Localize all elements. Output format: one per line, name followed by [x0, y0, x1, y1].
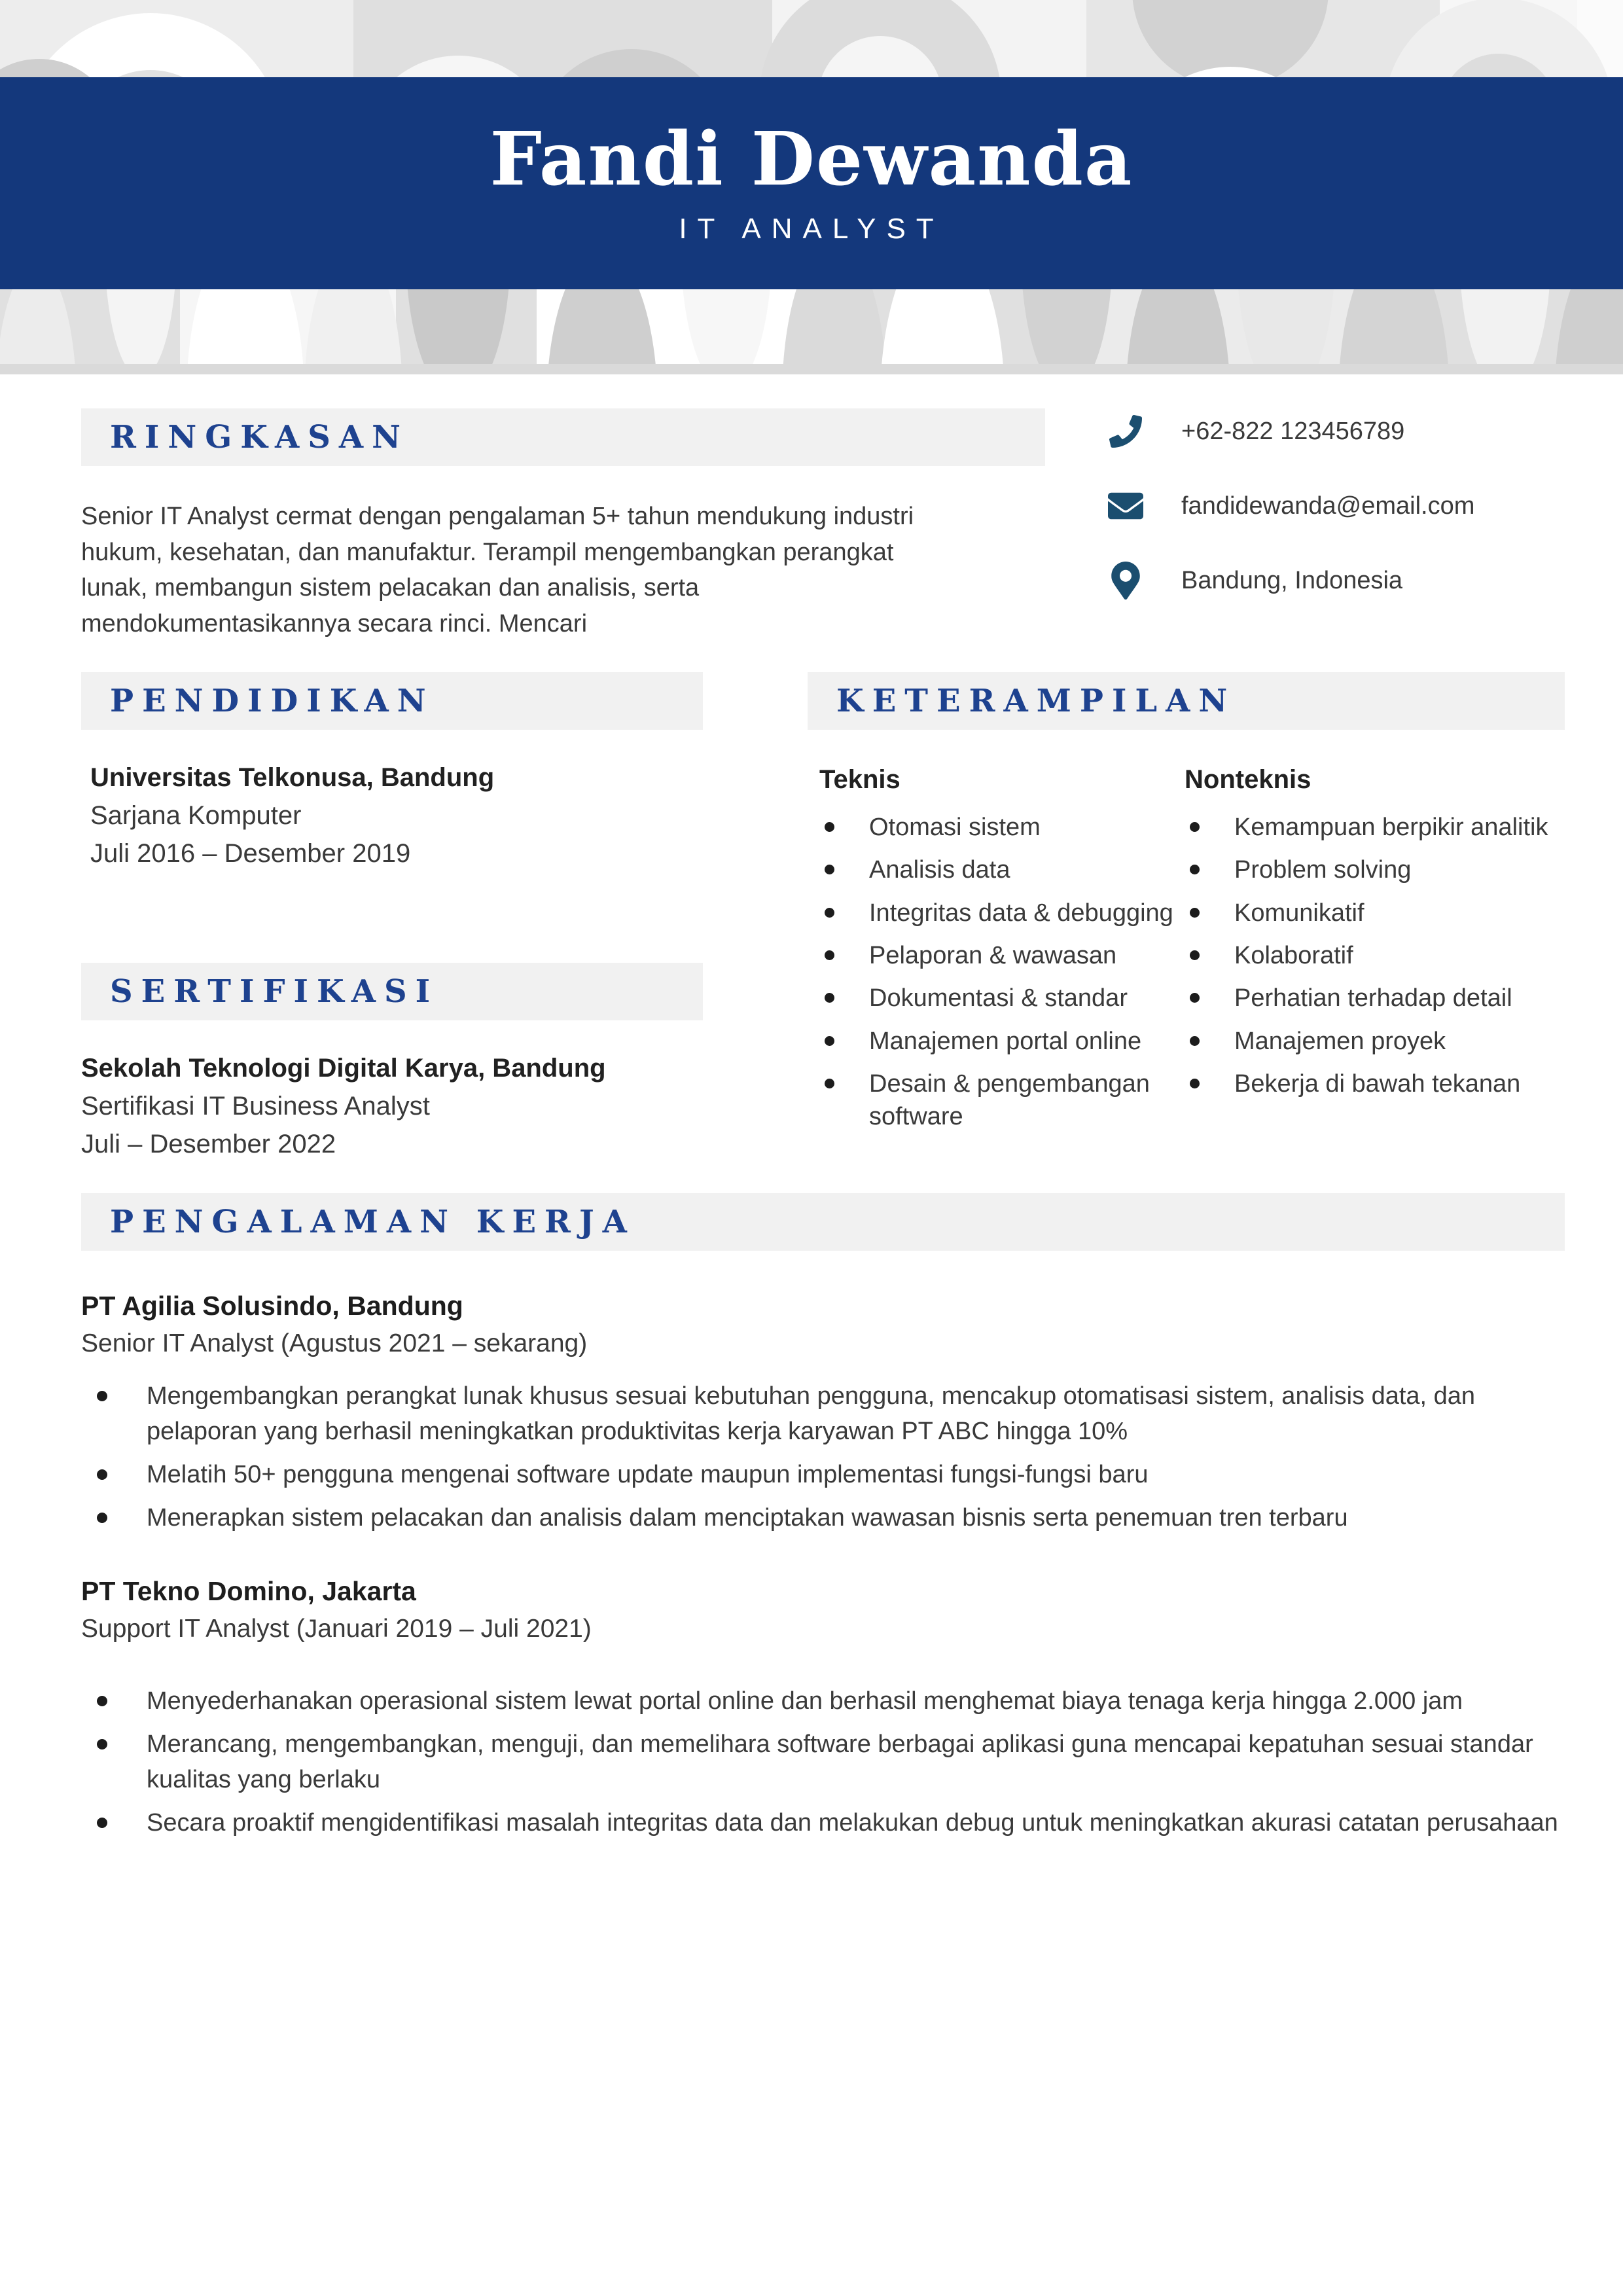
skills-columns	[808, 765, 1565, 1143]
contact-item-phone	[1108, 414, 1565, 449]
skills-nontechnical-group	[1185, 765, 1553, 1143]
certification-period: Juli – Desember 2022	[81, 1129, 336, 1158]
phone-icon	[1108, 414, 1143, 449]
skill-item: Perhatian terhadap detail	[1185, 982, 1553, 1014]
contact-location-value: Bandung, Indonesia	[1181, 566, 1403, 594]
certification-section	[81, 963, 703, 1163]
header-pattern-top	[0, 0, 1623, 77]
job-bullet: Menerapkan sistem pelacakan dan analisis dalam menciptakan wawasan bisnis serta penemuan tren terbaru	[81, 1501, 1565, 1536]
experience-job-2	[81, 1574, 1565, 1841]
skills-technical-label: Teknis	[819, 764, 901, 794]
contact-item-email	[1108, 488, 1565, 524]
job-bullet: Menyederhanakan operasional sistem lewat portal online dan berhasil menghemat biaya tenaga kerja hingga 2.000 jam	[81, 1684, 1565, 1719]
skill-item: Integritas data & debugging	[819, 897, 1185, 929]
summary-heading: RINGKASAN	[110, 419, 410, 456]
summary-section	[81, 408, 1045, 642]
skill-item: Otomasi sistem	[819, 812, 1185, 844]
education-heading-bar	[81, 672, 703, 730]
job-role: Senior IT Analyst (Agustus 2021 – sekarang)	[81, 1329, 588, 1358]
summary-contact-row	[81, 408, 1565, 642]
skills-technical-list	[819, 812, 1185, 1133]
header-pattern-bottom	[0, 289, 1623, 364]
experience-heading-bar	[81, 1193, 1565, 1251]
skills-nontechnical-label: Nonteknis	[1185, 764, 1311, 794]
contact-email-value: fandidewanda@email.com	[1181, 492, 1475, 520]
skill-item: Desain & pengembangan software	[819, 1068, 1185, 1133]
contact-list	[1108, 408, 1565, 642]
content	[0, 377, 1623, 1848]
skills-nontechnical-list	[1185, 812, 1553, 1101]
education-degree: Sarjana Komputer	[90, 800, 302, 830]
skill-item: Manajemen proyek	[1185, 1026, 1553, 1058]
certification-entry	[81, 1049, 703, 1163]
summary-text: Senior IT Analyst cermat dengan pengalaman 5+ tahun mendukung industri hukum, kesehatan, dan manufaktur. Terampil mengembangkan perangkat lunak, membangun sistem pelacakan dan analisis, serta mendokumentasikannya secara rinci. Mencari	[81, 503, 914, 638]
education-section	[81, 672, 703, 872]
person-name: Fandi Dewanda	[490, 117, 1133, 203]
certification-name: Sertifikasi IT Business Analyst	[81, 1091, 430, 1121]
education-entry	[81, 759, 703, 872]
skills-heading: KETERAMPILAN	[836, 682, 1236, 719]
job-bullet: Secara proaktif mengidentifikasi masalah integritas data dan melakukan debug untuk meningkatkan akurasi catatan perusahaan	[81, 1806, 1565, 1841]
job-bullet: Melatih 50+ pengguna mengenai software update maupun implementasi fungsi-fungsi baru	[81, 1458, 1565, 1493]
education-period: Juli 2016 – Desember 2019	[90, 838, 411, 868]
person-job-title: IT ANALYST	[679, 212, 944, 245]
job-role: Support IT Analyst (Januari 2019 – Juli 2021)	[81, 1614, 592, 1643]
experience-job-1	[81, 1289, 1565, 1536]
education-school: Universitas Telkonusa, Bandung	[90, 762, 495, 792]
skills-heading-bar	[808, 672, 1565, 730]
job-bullet: Mengembangkan perangkat lunak khusus sesuai kebutuhan pengguna, mencakup otomatisasi sistem, analisis data, dan pelaporan yang berhasil meningkatkan produktivitas kerja karyawan PT ABC hingga 10%	[81, 1379, 1565, 1450]
summary-heading-bar	[81, 408, 1045, 466]
location-icon	[1108, 563, 1143, 598]
skill-item: Kemampuan berpikir analitik	[1185, 812, 1553, 844]
header-divider-strip	[0, 364, 1623, 374]
skill-item: Kolaboratif	[1185, 940, 1553, 972]
certification-heading: SERTIFIKASI	[110, 973, 439, 1010]
contact-phone-value: +62-822 123456789	[1181, 417, 1405, 445]
skill-item: Dokumentasi & standar	[819, 982, 1185, 1014]
certification-school: Sekolah Teknologi Digital Karya, Bandung	[81, 1053, 606, 1083]
skill-item: Manajemen portal online	[819, 1026, 1185, 1058]
skill-item: Problem solving	[1185, 854, 1553, 886]
job-company: PT Agilia Solusindo, Bandung	[81, 1290, 463, 1321]
skill-item: Pelaporan & wawasan	[819, 940, 1185, 972]
job-company: PT Tekno Domino, Jakarta	[81, 1575, 416, 1606]
certification-heading-bar	[81, 963, 703, 1020]
skill-item: Bekerja di bawah tekanan	[1185, 1068, 1553, 1100]
contact-item-location	[1108, 563, 1565, 598]
email-icon	[1108, 488, 1143, 524]
experience-section	[81, 1193, 1565, 1841]
skill-item: Analisis data	[819, 854, 1185, 886]
skills-technical-group	[808, 765, 1185, 1143]
job-bullet: Merancang, mengembangkan, menguji, dan memelihara software berbagai aplikasi guna mencapai kepatuhan sesuai standar kualitas yang berlaku	[81, 1727, 1565, 1798]
header	[0, 0, 1623, 377]
header-banner	[0, 77, 1623, 289]
experience-heading: PENGALAMAN KERJA	[110, 1203, 635, 1240]
left-column	[81, 672, 703, 1163]
skills-section	[808, 672, 1565, 1143]
job-bullet-list	[81, 1379, 1565, 1536]
skill-item: Komunikatif	[1185, 897, 1553, 929]
two-column-row	[81, 672, 1565, 1163]
job-bullet-list	[81, 1684, 1565, 1841]
education-heading: PENDIDIKAN	[110, 682, 435, 719]
